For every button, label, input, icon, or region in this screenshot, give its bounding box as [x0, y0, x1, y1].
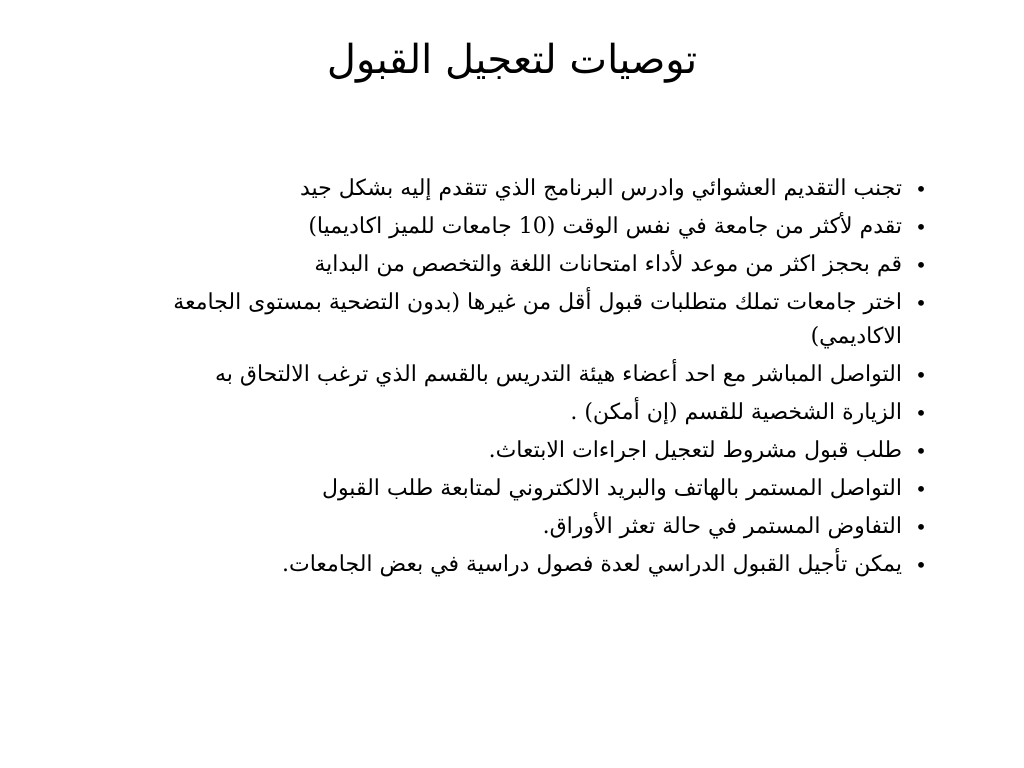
bullet-text: التواصل المباشر مع احد أعضاء هيئة التدريس بالقسم الذي ترغب الالتحاق به [214, 362, 902, 387]
bullet-text: طلب قبول مشروط لتعجيل اجراءات الابتعاث. [488, 438, 902, 463]
bullet-item-10 [100, 548, 930, 582]
bullet-item-1 [100, 172, 930, 206]
bullet-icon: • [915, 291, 927, 315]
bullet-item-2 [100, 210, 930, 244]
bullet-icon: • [915, 177, 927, 201]
bullet-text: يمكن تأجيل القبول الدراسي لعدة فصول دراسية في بعض الجامعات. [281, 552, 902, 577]
bullet-item-6 [100, 396, 930, 430]
bullet-text: قم بحجز اكثر من موعد لأداء امتحانات اللغة والتخصص من البداية [314, 252, 902, 277]
bullet-icon: • [915, 515, 927, 539]
bullet-text: اختر جامعات تملك متطلبات قبول أقل من غيرها (بدون التضحية بمستوى الجامعة الاكاديمي) [173, 290, 902, 349]
bullet-list [100, 172, 930, 586]
bullet-icon: • [915, 439, 927, 463]
bullet-item-7 [100, 434, 930, 468]
bullet-item-4 [100, 286, 930, 354]
bullet-item-8 [100, 472, 930, 506]
bullet-icon: • [915, 363, 927, 387]
bullet-icon: • [915, 215, 927, 239]
bullet-icon: • [915, 401, 927, 425]
bullet-text: الزيارة الشخصية للقسم (إن أمكن) . [570, 400, 902, 425]
bullet-icon: • [915, 553, 927, 577]
bullet-text: تقدم لأكثر من جامعة في نفس الوقت (10 جامعات للميز اكاديميا) [308, 214, 902, 239]
bullet-icon: • [915, 477, 927, 501]
bullet-text: تجنب التقديم العشوائي وادرس البرنامج الذي تتقدم إليه بشكل جيد [299, 176, 902, 201]
bullet-text: التفاوض المستمر في حالة تعثر الأوراق. [542, 514, 902, 539]
slide-title: توصيات لتعجيل القبول [326, 37, 698, 83]
bullet-text: التواصل المستمر بالهاتف والبريد الالكتروني لمتابعة طلب القبول [321, 476, 902, 501]
bullet-icon: • [915, 253, 927, 277]
bullet-item-5 [100, 358, 930, 392]
bullet-item-9 [100, 510, 930, 544]
bullet-item-3 [100, 248, 930, 282]
